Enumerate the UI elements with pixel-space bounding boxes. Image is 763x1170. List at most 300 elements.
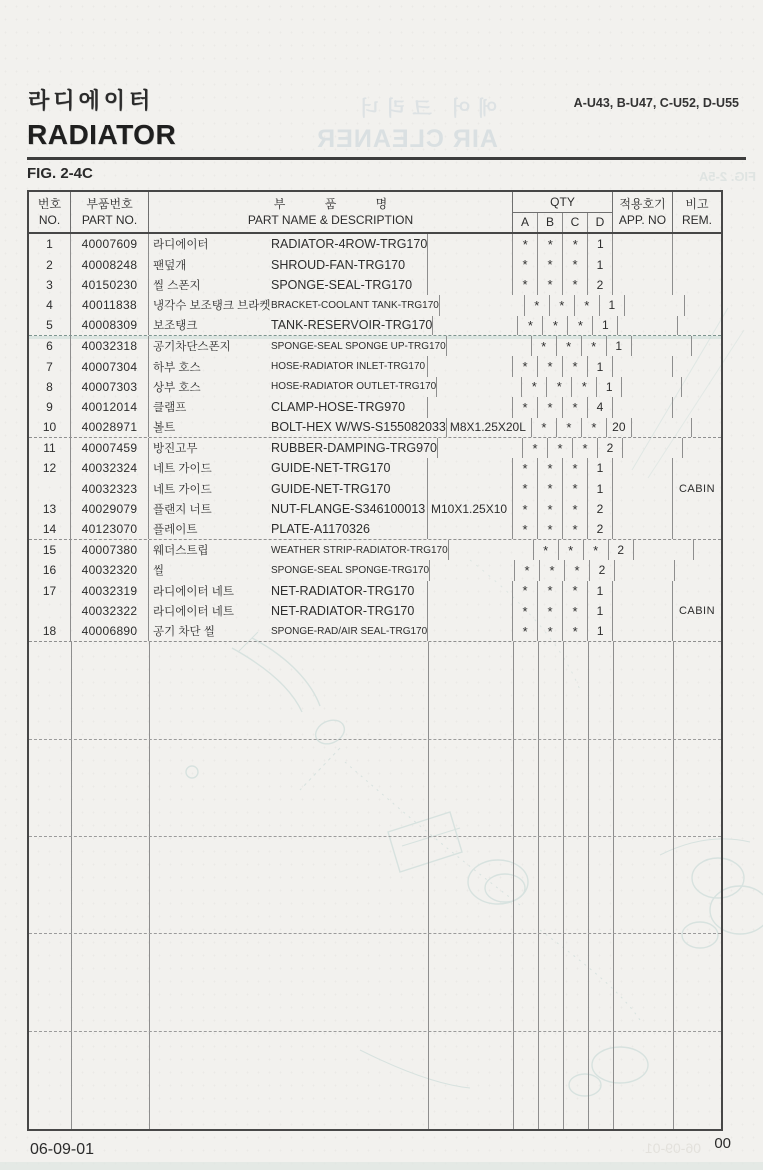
table-row xyxy=(29,519,721,539)
row-qty-c: * xyxy=(582,418,607,437)
row-part-name-korean: 방진고무 xyxy=(153,443,198,456)
row-app-no xyxy=(632,336,692,356)
row-qty-d: 1 xyxy=(600,295,625,315)
row-qty-c: * xyxy=(563,356,588,376)
row-qty-d: 1 xyxy=(607,336,632,356)
row-app-no xyxy=(613,581,673,601)
row-part-number: 40007303 xyxy=(71,377,149,397)
row-part-name-english: SPONGE-RAD/AIR SEAL-TRG170 xyxy=(271,625,428,637)
row-part-name-korean: 웨더스트립 xyxy=(153,545,209,558)
bleedthrough-english-title: AIR CLEANER xyxy=(316,125,498,153)
row-spec xyxy=(428,234,513,254)
title-divider xyxy=(27,157,746,160)
table-row xyxy=(29,316,721,336)
row-part-name xyxy=(149,397,428,417)
row-qty-c: * xyxy=(563,519,588,538)
row-app-no xyxy=(623,438,683,458)
bleedthrough-korean-title: 에어 크리너 xyxy=(352,98,498,120)
row-qty-a: * xyxy=(513,601,538,621)
row-part-name-korean: 라디에이터 네트 xyxy=(153,585,234,598)
header-part-name xyxy=(149,192,513,232)
row-part-number: 40032324 xyxy=(71,458,149,478)
row-qty-b: * xyxy=(538,356,563,376)
row-part-name-english: NET-RADIATOR-TRG170 xyxy=(271,604,415,619)
header-app-no-english: APP. NO xyxy=(618,213,667,227)
row-qty-d: 1 xyxy=(588,601,613,621)
row-remarks xyxy=(675,560,721,580)
row-qty-c: * xyxy=(563,458,588,478)
header-qty-columns xyxy=(513,213,612,233)
row-qty-c: * xyxy=(565,560,590,580)
row-qty-a: * xyxy=(513,275,538,295)
row-qty-c: * xyxy=(563,499,588,519)
figure-label: FIG. 2-4C xyxy=(27,165,93,182)
row-part-number: 40008309 xyxy=(71,316,149,335)
table-row xyxy=(29,438,721,458)
header-part-no-english: PART NO. xyxy=(81,213,138,227)
row-qty-b: * xyxy=(538,621,563,640)
row-part-name xyxy=(149,581,428,601)
row-no: 3 xyxy=(29,275,71,295)
row-qty-a: * xyxy=(513,356,538,376)
header-app-no xyxy=(613,192,673,232)
row-remarks xyxy=(682,377,721,397)
row-part-name-english: GUIDE-NET-TRG170 xyxy=(271,461,391,476)
row-remarks xyxy=(673,621,721,640)
row-qty-a: * xyxy=(532,418,557,437)
grid-line xyxy=(29,933,721,934)
row-qty-b: * xyxy=(547,377,572,397)
row-qty-b: * xyxy=(543,316,568,335)
header-part-name-korean: 부 품 명 xyxy=(273,196,388,211)
row-part-name-english: SHROUD-FAN-TRG170 xyxy=(271,257,406,272)
grid-line xyxy=(149,642,150,1129)
row-no: 5 xyxy=(29,316,71,335)
table-body xyxy=(29,234,721,642)
row-qty-c: * xyxy=(568,316,593,335)
row-part-name-english: SPONGE-SEAL SPONGE UP-TRG170 xyxy=(271,340,446,352)
row-part-number: 40032319 xyxy=(71,581,149,601)
row-qty-a: * xyxy=(525,295,550,315)
row-qty-c: * xyxy=(563,275,588,295)
row-remarks xyxy=(673,397,721,417)
parts-table xyxy=(27,190,723,1131)
row-part-name-korean: 상부 호스 xyxy=(153,381,201,394)
header-qty-c: C xyxy=(563,213,588,233)
row-part-number: 40011838 xyxy=(71,295,149,315)
grid-line xyxy=(513,642,514,1129)
row-no: 8 xyxy=(29,377,71,397)
row-part-number: 40007609 xyxy=(71,234,149,254)
row-part-name-korean: 플레이트 xyxy=(153,524,198,537)
row-part-name xyxy=(149,519,428,538)
row-remarks xyxy=(673,519,721,538)
bleedthrough-footer-date: 06-09-01 xyxy=(644,1140,701,1156)
row-app-no xyxy=(625,295,685,315)
footer-page-number: 00 xyxy=(714,1135,731,1152)
grid-line xyxy=(613,642,614,1129)
grid-line xyxy=(29,836,721,837)
row-part-number: 40008248 xyxy=(71,254,149,274)
row-spec: M8X1.25X20L xyxy=(447,418,532,437)
row-qty-d: 2 xyxy=(588,275,613,295)
row-app-no xyxy=(613,601,673,621)
row-qty-c: * xyxy=(563,254,588,274)
row-part-number: 40032323 xyxy=(71,479,149,499)
row-qty-d: 2 xyxy=(609,540,634,560)
row-part-number: 40032320 xyxy=(71,560,149,580)
row-part-name-english: WEATHER STRIP-RADIATOR-TRG170 xyxy=(271,544,448,556)
row-qty-a: * xyxy=(513,397,538,417)
row-no xyxy=(29,601,71,621)
table-row xyxy=(29,581,721,601)
row-part-name-english: HOSE-RADIATOR INLET-TRG170 xyxy=(271,361,426,373)
row-part-name-korean: 클램프 xyxy=(153,402,187,415)
grid-line xyxy=(29,1031,721,1032)
row-part-name-korean: 보조탱크 xyxy=(153,320,198,333)
row-no: 11 xyxy=(29,438,71,458)
row-no: 10 xyxy=(29,418,71,437)
table-row xyxy=(29,601,721,621)
row-qty-a: * xyxy=(532,336,557,356)
row-qty-b: * xyxy=(538,499,563,519)
table-header xyxy=(29,192,721,234)
row-qty-c: * xyxy=(563,601,588,621)
page-title-korean: 라디에이터 xyxy=(28,88,155,113)
row-spec xyxy=(428,581,513,601)
row-spec xyxy=(428,479,513,499)
row-part-name-english: RUBBER-DAMPING-TRG970 xyxy=(271,441,437,456)
header-qty-b: B xyxy=(538,213,563,233)
row-app-no xyxy=(634,540,694,560)
row-remarks xyxy=(673,458,721,478)
row-part-name xyxy=(149,316,433,335)
row-part-name-english: GUIDE-NET-TRG170 xyxy=(271,481,391,496)
row-spec xyxy=(447,336,532,356)
row-part-number: 40032318 xyxy=(71,336,149,356)
row-app-no xyxy=(618,316,678,335)
row-part-name xyxy=(149,275,428,295)
row-qty-d: 2 xyxy=(590,560,615,580)
row-qty-a: * xyxy=(518,316,543,335)
header-qty-a: A xyxy=(513,213,538,233)
row-part-name-korean: 씰 xyxy=(153,565,165,578)
table-row xyxy=(29,377,721,397)
row-part-name-korean: 라디에이터 네트 xyxy=(153,606,234,619)
row-qty-c: * xyxy=(563,581,588,601)
row-remarks xyxy=(673,356,721,376)
table-row xyxy=(29,458,721,478)
row-spec xyxy=(428,356,513,376)
grid-line xyxy=(29,739,721,740)
row-app-no xyxy=(613,519,673,538)
row-no: 9 xyxy=(29,397,71,417)
row-remarks xyxy=(673,581,721,601)
row-no: 16 xyxy=(29,560,71,580)
row-part-number: 40007459 xyxy=(71,438,149,458)
header-app-no-korean: 적용호기 xyxy=(619,196,666,211)
row-part-name-english: NET-RADIATOR-TRG170 xyxy=(271,583,415,598)
row-app-no xyxy=(613,254,673,274)
row-spec xyxy=(428,275,513,295)
row-qty-d: 1 xyxy=(593,316,618,335)
table-row xyxy=(29,336,721,356)
row-part-name xyxy=(149,377,437,397)
row-part-name xyxy=(149,560,430,580)
row-part-name-english: HOSE-RADIATOR OUTLET-TRG170 xyxy=(271,381,437,393)
grid-line xyxy=(673,642,674,1129)
grid-line xyxy=(428,642,429,1129)
table-row xyxy=(29,479,721,499)
row-remarks xyxy=(673,234,721,254)
table-row xyxy=(29,356,721,376)
row-app-no xyxy=(613,275,673,295)
row-spec xyxy=(428,621,513,640)
row-qty-b: * xyxy=(548,438,573,458)
header-qty xyxy=(513,192,613,232)
row-remarks: CABIN xyxy=(678,605,716,618)
grid-line xyxy=(538,642,539,1129)
table-row xyxy=(29,295,721,315)
row-part-name-korean: 라디에이터 xyxy=(153,239,209,252)
table-row xyxy=(29,275,721,295)
row-part-name xyxy=(149,254,428,274)
table-row xyxy=(29,621,721,641)
row-qty-d: 1 xyxy=(597,377,622,397)
row-spec xyxy=(428,458,513,478)
row-part-number: 40123070 xyxy=(71,519,149,538)
table-row xyxy=(29,499,721,519)
row-spec xyxy=(428,519,513,538)
grid-line xyxy=(563,642,564,1129)
row-spec xyxy=(449,540,534,560)
row-qty-c: * xyxy=(584,540,609,560)
table-row xyxy=(29,397,721,417)
row-part-name xyxy=(149,458,428,478)
row-qty-a: * xyxy=(513,479,538,499)
row-qty-b: * xyxy=(538,601,563,621)
row-spec xyxy=(430,560,515,580)
row-qty-c: * xyxy=(563,479,588,499)
row-spec xyxy=(433,316,518,335)
row-qty-b: * xyxy=(538,581,563,601)
row-app-no xyxy=(613,234,673,254)
grid-line xyxy=(71,642,72,1129)
row-app-no xyxy=(615,560,675,580)
row-qty-d: 1 xyxy=(588,254,613,274)
grid-line xyxy=(588,642,589,1129)
header-no-korean: 번호 xyxy=(37,196,62,211)
row-app-no xyxy=(613,499,673,519)
table-empty-grid xyxy=(29,642,721,1129)
row-part-number: 40007380 xyxy=(71,540,149,560)
table-row xyxy=(29,540,721,560)
row-qty-b: * xyxy=(540,560,565,580)
row-part-name-korean: 하부 호스 xyxy=(153,361,201,374)
row-part-name xyxy=(149,418,447,437)
row-qty-c: * xyxy=(572,377,597,397)
row-qty-b: * xyxy=(538,458,563,478)
header-no xyxy=(29,192,71,232)
row-part-number: 40029079 xyxy=(71,499,149,519)
row-qty-c: * xyxy=(563,234,588,254)
row-qty-b: * xyxy=(557,418,582,437)
row-remarks xyxy=(673,499,721,519)
row-part-name-korean: 씰 스폰지 xyxy=(153,279,201,292)
row-qty-b: * xyxy=(538,479,563,499)
row-remarks xyxy=(678,316,721,335)
row-qty-a: * xyxy=(513,581,538,601)
row-part-name-english: BOLT-HEX W/WS-S155082033 xyxy=(271,420,446,435)
row-qty-d: 1 xyxy=(588,356,613,376)
row-qty-b: * xyxy=(557,336,582,356)
row-remarks xyxy=(683,438,721,458)
row-part-name xyxy=(149,540,449,560)
header-remarks-korean: 비고 xyxy=(685,196,709,211)
row-no: 6 xyxy=(29,336,71,356)
row-part-name-korean: 팬덮개 xyxy=(153,259,187,272)
row-qty-b: * xyxy=(538,234,563,254)
table-row xyxy=(29,234,721,254)
row-no: 13 xyxy=(29,499,71,519)
row-part-number: 40028971 xyxy=(71,418,149,437)
row-part-name xyxy=(149,295,440,315)
row-remarks xyxy=(694,540,721,560)
row-part-name xyxy=(149,438,438,458)
row-qty-a: * xyxy=(513,519,538,538)
row-qty-a: * xyxy=(513,458,538,478)
row-qty-c: * xyxy=(575,295,600,315)
row-qty-d: 1 xyxy=(588,621,613,640)
row-spec xyxy=(437,377,522,397)
row-qty-c: * xyxy=(563,397,588,417)
row-remarks xyxy=(685,295,721,315)
row-no: 14 xyxy=(29,519,71,538)
row-qty-d: 1 xyxy=(588,458,613,478)
row-part-name-english: CLAMP-HOSE-TRG970 xyxy=(271,400,406,415)
row-part-name-korean: 공기차단스폰지 xyxy=(153,341,231,354)
row-no xyxy=(29,479,71,499)
row-remarks xyxy=(673,254,721,274)
row-part-name-english: PLATE-A1170326 xyxy=(271,522,370,537)
row-spec: M10X1.25X10 xyxy=(428,499,513,519)
row-app-no xyxy=(632,418,692,437)
row-qty-c: * xyxy=(573,438,598,458)
row-remarks xyxy=(692,418,721,437)
row-part-name-english: SPONGE-SEAL SPONGE-TRG170 xyxy=(271,564,430,576)
row-qty-d: 2 xyxy=(598,438,623,458)
row-qty-b: * xyxy=(538,275,563,295)
footer-date: 06-09-01 xyxy=(30,1141,95,1158)
row-remarks xyxy=(673,275,721,295)
row-part-name-english: TANK-RESERVOIR-TRG170 xyxy=(271,318,433,333)
row-part-name-korean: 플랜지 너트 xyxy=(153,504,212,517)
row-qty-c: * xyxy=(582,336,607,356)
row-qty-c: * xyxy=(563,621,588,640)
row-part-name xyxy=(149,479,428,499)
header-remarks-english: REM. xyxy=(682,213,712,227)
row-remarks: CABIN xyxy=(678,482,716,495)
row-qty-a: * xyxy=(513,234,538,254)
row-part-number: 40006890 xyxy=(71,621,149,640)
row-qty-d: 4 xyxy=(588,397,613,417)
row-qty-b: * xyxy=(538,397,563,417)
row-part-name xyxy=(149,234,428,254)
row-qty-d: 1 xyxy=(588,581,613,601)
row-spec xyxy=(428,397,513,417)
header-part-name-english: PART NAME & DESCRIPTION xyxy=(247,213,414,227)
row-no: 15 xyxy=(29,540,71,560)
row-spec xyxy=(428,601,513,621)
row-qty-d: 2 xyxy=(588,499,613,519)
scan-artifact-band xyxy=(0,1162,763,1170)
row-no: 17 xyxy=(29,581,71,601)
header-qty-d: D xyxy=(595,215,605,230)
row-part-name-english: SPONGE-SEAL-TRG170 xyxy=(271,277,413,292)
row-qty-d: 1 xyxy=(588,479,613,499)
row-part-number: 40012014 xyxy=(71,397,149,417)
page-title: RADIATOR xyxy=(27,119,177,150)
row-app-no xyxy=(613,397,673,417)
row-part-name-english: NUT-FLANGE-S346100013 xyxy=(271,502,426,517)
row-part-name-korean: 네트 가이드 xyxy=(153,463,212,476)
header-part-no-korean: 부품번호 xyxy=(86,196,133,211)
row-spec xyxy=(440,295,525,315)
row-qty-d: 1 xyxy=(588,234,613,254)
row-qty-a: * xyxy=(515,560,540,580)
header-part-no xyxy=(71,192,149,232)
row-part-name-korean: 공기 차단 씰 xyxy=(153,626,215,639)
row-qty-a: * xyxy=(534,540,559,560)
row-qty-b: * xyxy=(538,254,563,274)
model-codes: A-U43, B-U47, C-U52, D-U55 xyxy=(573,96,739,110)
row-part-name-korean: 볼트 xyxy=(153,422,176,435)
header-no-english: NO. xyxy=(38,213,61,227)
row-part-name-english: RADIATOR-4ROW-TRG170 xyxy=(271,237,428,252)
row-app-no xyxy=(613,479,673,499)
row-part-name xyxy=(149,621,428,640)
bleedthrough-figure-label: FIG. 2-5A xyxy=(698,169,756,184)
row-qty-a: * xyxy=(523,438,548,458)
row-qty-a: * xyxy=(513,499,538,519)
header-remarks xyxy=(673,192,721,232)
row-qty-d: 20 xyxy=(607,418,632,437)
row-part-number: 40150230 xyxy=(71,275,149,295)
row-no: 12 xyxy=(29,458,71,478)
row-no: 2 xyxy=(29,254,71,274)
row-part-name xyxy=(149,499,428,519)
row-part-number: 40032322 xyxy=(71,601,149,621)
table-row xyxy=(29,560,721,580)
row-app-no xyxy=(622,377,682,397)
row-part-name-korean: 네트 가이드 xyxy=(153,483,212,496)
row-app-no xyxy=(613,621,673,640)
row-part-name xyxy=(149,356,428,376)
row-part-name xyxy=(149,601,428,621)
row-app-no xyxy=(613,458,673,478)
row-remarks xyxy=(692,336,721,356)
row-part-name-korean: 냉각수 보조탱크 브라켓 xyxy=(153,300,271,313)
row-part-name-english: BRACKET-COOLANT TANK-TRG170 xyxy=(271,299,439,311)
row-qty-d: 2 xyxy=(588,519,613,538)
row-part-name xyxy=(149,336,447,356)
table-row xyxy=(29,418,721,438)
header-qty-label: QTY xyxy=(513,192,612,213)
row-qty-a: * xyxy=(513,621,538,640)
row-app-no xyxy=(613,356,673,376)
row-qty-a: * xyxy=(522,377,547,397)
row-qty-b: * xyxy=(550,295,575,315)
